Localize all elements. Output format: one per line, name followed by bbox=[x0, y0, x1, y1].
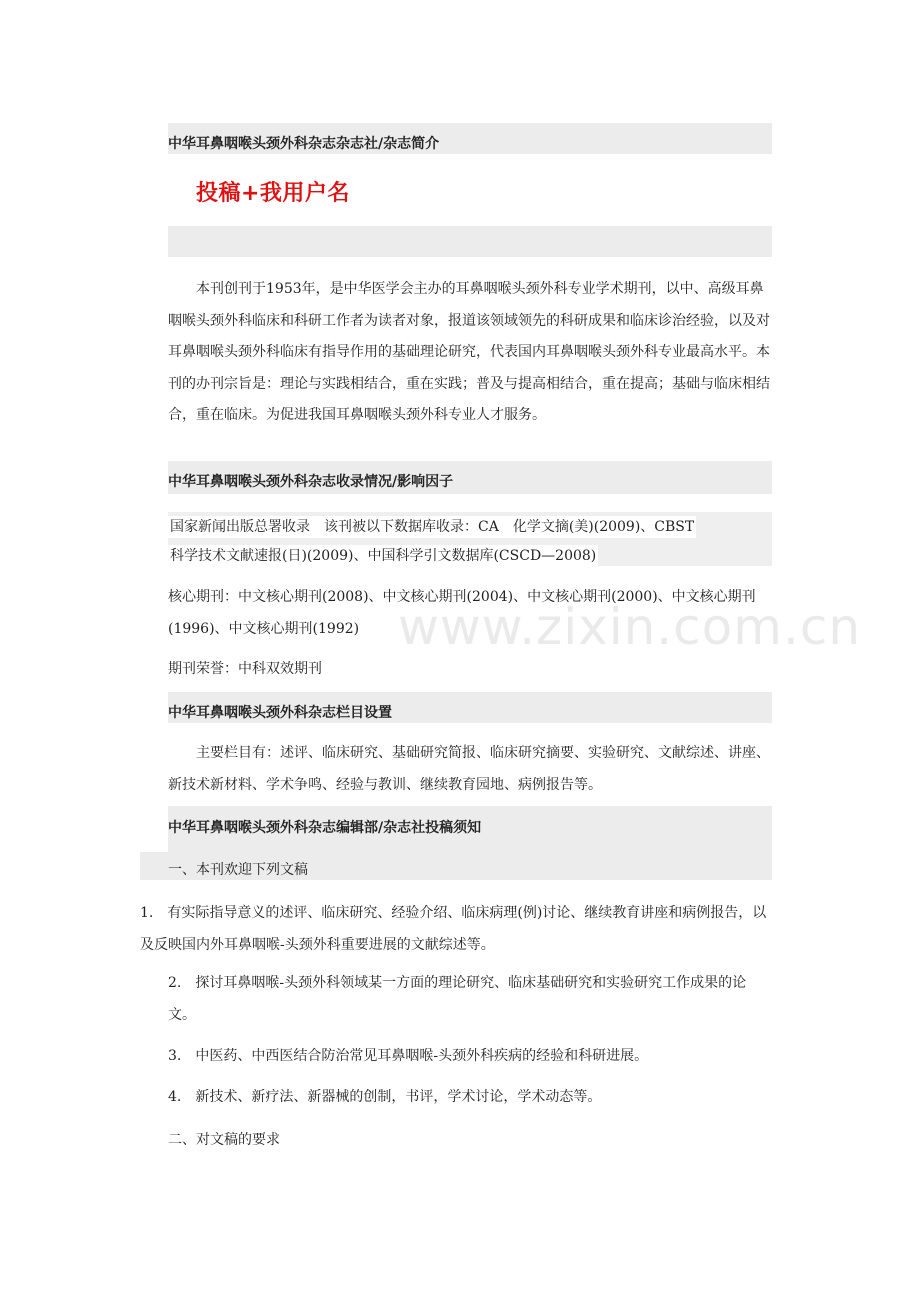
welcome-item-2: 2. 探讨耳鼻咽喉-头颈外科领域某一方面的理论研究、临床基础研究和实验研究工作成果的论文。 bbox=[168, 975, 747, 1023]
index-line-2: 科学技术文献速报(日)(2009)、中国科学引文数据库(CSCD—2008) bbox=[168, 545, 598, 567]
columns-paragraph: 主要栏目有：述评、临床研究、基础研究简报、临床研究摘要、实验研究、文献综述、讲座、新技术新材料、学术争鸣、经验与教训、继续教育园地、病例报告等。 bbox=[168, 745, 770, 793]
index-info-block bbox=[168, 512, 772, 566]
submit-username-title: 投稿+我用户名 bbox=[196, 181, 350, 206]
empty-gray-bar bbox=[168, 226, 772, 257]
intro-paragraph: 本刊创刊于1953年，是中华医学会主办的耳鼻咽喉头颈外科专业学术期刊，以中、高级耳鼻咽喉头颈外科临床和科研工作者为读者对象，报道该领域领先的科研成果和临床诊治经验，以及对耳鼻咽喉头颈外科临床有指导作用的基础理论研究，代表国内耳鼻咽喉头颈外科专业最高水平。本刊的办刊宗旨是：理论与实践相结合，重在实践；普及与提高相结合，重在提高；基础与临床相结合，重在临床。为促进我国耳鼻咽喉头颈外科专业人才服务。 bbox=[168, 281, 770, 423]
notice-section-header: 中华耳鼻咽喉头颈外科杂志编辑部/杂志社投稿须知 bbox=[168, 806, 772, 852]
welcome-item-3: 3. 中医药、中西医结合防治常见耳鼻咽喉-头颈外科疾病的经验和科研进展。 bbox=[168, 1048, 649, 1064]
index-line-1: 国家新闻出版总署收录 该刊被以下数据库收录：CA 化学文摘(美)(2009)、CBST bbox=[168, 516, 696, 538]
intro-section-header: 中华耳鼻咽喉头颈外科杂志杂志社/杂志简介 bbox=[168, 123, 772, 154]
welcome-item-1: 1. 有实际指导意义的述评、临床研究、经验介绍、临床病理(例)讨论、继续教育讲座和病例报告，以及反映国内外耳鼻咽喉-头颈外科重要进展的文献综述等。 bbox=[140, 905, 767, 953]
welcome-subheader: 一、本刊欢迎下列文稿 bbox=[140, 852, 772, 880]
watermark: www.zixin.com.cn bbox=[398, 598, 862, 656]
columns-section-header: 中华耳鼻咽喉头颈外科杂志栏目设置 bbox=[168, 692, 772, 723]
requirements-subheader: 二、对文稿的要求 bbox=[168, 1132, 280, 1148]
welcome-item-4: 4. 新技术、新疗法、新器械的创制，书评，学术讨论，学术动态等。 bbox=[168, 1089, 602, 1105]
journal-honor: 期刊荣誉：中科双效期刊 bbox=[168, 661, 322, 677]
index-section-header: 中华耳鼻咽喉头颈外科杂志收录情况/影响因子 bbox=[168, 461, 772, 494]
core-journal-paragraph: 核心期刊：中文核心期刊(2008)、中文核心期刊(2004)、中文核心期刊(2000)、中文核心期刊(1996)、中文核心期刊(1992) bbox=[168, 589, 756, 637]
